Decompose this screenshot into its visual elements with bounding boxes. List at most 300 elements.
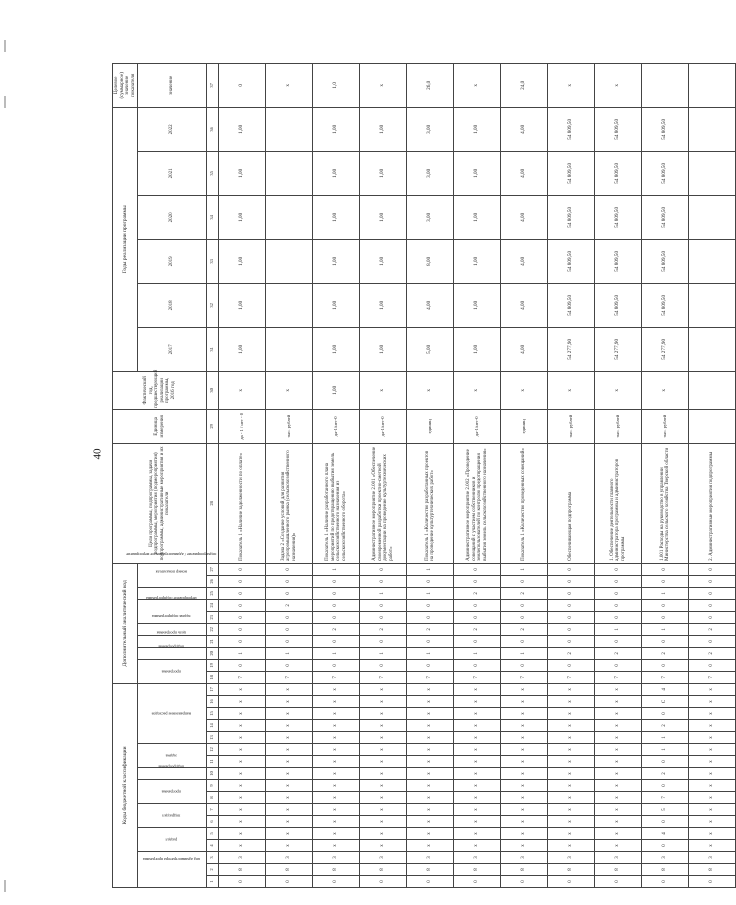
column-number: 28 [207,443,219,563]
column-number: 29 [207,409,219,443]
column-number: 7 [207,804,219,816]
code-cell: х [407,780,454,792]
column-number: 21 [207,635,219,647]
column-number-row [207,63,219,887]
table-row [313,63,360,887]
code-cell: х [266,744,313,756]
code-cell: 0 [548,575,595,587]
header-task2: задача подпрограммы [138,623,207,635]
code-cell: 5 [642,804,689,816]
code-cell: х [548,732,595,744]
header-year: 2018 [138,283,207,327]
year-value-cell: 3,00 [407,151,454,195]
code-cell: х [454,756,501,768]
year-value-cell: 54 277,90 [548,327,595,371]
header-year: 2017 [138,327,207,371]
column-number: 26 [207,575,219,587]
code-cell: 2 [501,587,548,599]
code-cell: х [689,732,736,744]
header-submeasure: подмероприятие / административное мероприятие [138,587,207,599]
code-cell: х [313,720,360,732]
description-cell: Задача 2 «Создание условий для развития агропромышленного рынка (сельскохозяйственного назначения)» [266,443,313,563]
code-cell: 3 [595,852,642,864]
code-cell: х [360,816,407,828]
code-cell: 0 [595,876,642,888]
code-cell: х [360,792,407,804]
year-value-cell: 1,00 [219,107,266,151]
code-cell: х [689,840,736,852]
column-number: 32 [207,283,219,327]
code-cell: 0 [548,659,595,671]
column-number: 19 [207,659,219,671]
code-cell: 0 [642,840,689,852]
header-measure: мероприятие подпрограммы [138,599,207,623]
code-cell: 0 [407,611,454,623]
column-number: 17 [207,683,219,695]
code-cell: 0 [454,599,501,611]
table-row [266,63,313,887]
column-number: 30 [207,371,219,409]
code-cell: 1 [642,587,689,599]
fact-cell: х [407,371,454,409]
code-cell: х [454,708,501,720]
column-number: 1 [207,876,219,888]
header-podrazdel: подраздел [138,804,207,828]
code-cell: 0 [454,611,501,623]
fact-cell: х [642,371,689,409]
year-value-cell: 4,00 [501,327,548,371]
code-cell: х [454,683,501,695]
code-cell: х [266,732,313,744]
header-years: Годы реализации программы [113,107,138,371]
code-cell: х [689,828,736,840]
code-cell: х [360,840,407,852]
code-cell: 0 [642,816,689,828]
code-cell: 0 [548,623,595,635]
header-podprogram2: подпрограмма [138,647,207,659]
code-cell: х [454,828,501,840]
year-value-cell: 8,00 [407,239,454,283]
code-cell: 0 [266,611,313,623]
code-cell: х [407,792,454,804]
code-cell: х [266,683,313,695]
code-cell: 0 [689,611,736,623]
code-cell: 3 [501,852,548,864]
description-cell: 2. Административные мероприятия подпрограммы [689,443,736,563]
code-cell: х [266,756,313,768]
code-cell: 0 [266,623,313,635]
code-cell: 8 [548,864,595,876]
fact-cell: х [219,371,266,409]
final-value-cell: 1,0 [313,63,360,107]
code-cell: х [266,792,313,804]
description-cell: Административное мероприятие 2.001 «Обеспечение своевременной разработки проектно-сметной документации на проведение культуртехнических работ» [360,443,407,563]
unit-cell: единиц [407,409,454,443]
code-cell: 2 [360,623,407,635]
code-cell: х [689,816,736,828]
code-cell: х [360,708,407,720]
code-cell: х [595,732,642,744]
code-cell: 0 [454,635,501,647]
code-cell: 0 [219,599,266,611]
column-number: 11 [207,756,219,768]
year-value-cell: 1,00 [360,195,407,239]
table-row [501,63,548,887]
scan-mark [4,96,6,108]
code-cell: х [595,768,642,780]
code-cell: 0 [360,563,407,575]
final-value-cell: 26,0 [407,63,454,107]
code-cell: 0 [548,635,595,647]
code-cell: 7 [219,671,266,683]
code-cell: х [407,683,454,695]
code-cell: 0 [501,575,548,587]
code-cell: 0 [360,635,407,647]
year-value-cell [266,195,313,239]
code-cell: х [454,744,501,756]
final-value-cell: х [548,63,595,107]
unit-cell [689,409,736,443]
year-value-cell: 1,00 [454,195,501,239]
code-cell: х [454,792,501,804]
code-cell: 0 [219,623,266,635]
code-cell: х [266,696,313,708]
code-cell: 0 [266,587,313,599]
code-cell: х [407,804,454,816]
code-cell: х [313,804,360,816]
header-unit: Единица измерения [113,409,207,443]
code-cell: х [313,780,360,792]
column-number: 31 [207,327,219,371]
header-program2: программа [138,659,207,683]
code-cell: 2 [454,623,501,635]
table-row [689,63,736,887]
fact-cell: х [454,371,501,409]
code-cell: 8 [360,864,407,876]
code-cell: х [501,840,548,852]
code-cell: 0 [689,587,736,599]
column-number: 14 [207,720,219,732]
year-value-cell: 1,00 [360,107,407,151]
code-cell: 0 [219,575,266,587]
code-cell: х [407,708,454,720]
code-cell: 0 [642,780,689,792]
code-cell: 0 [407,635,454,647]
header-direction: направление расходов [138,683,207,743]
code-cell: х [266,828,313,840]
code-cell: х [219,780,266,792]
code-cell: 0 [642,708,689,720]
code-cell: 3 [454,852,501,864]
final-value-cell: х [266,63,313,107]
code-cell: х [219,732,266,744]
year-value-cell: 4,00 [501,151,548,195]
column-number: 4 [207,840,219,852]
code-cell: 7 [266,671,313,683]
code-cell: 2 [642,647,689,659]
code-cell: х [501,696,548,708]
description-cell: Показатель 1 «Наличие задолженности по оплате» [219,443,266,563]
code-cell: 0 [219,635,266,647]
year-value-cell: 54 809,50 [548,239,595,283]
code-cell: х [689,768,736,780]
code-cell: 0 [266,563,313,575]
code-cell: х [219,840,266,852]
code-cell: 3 [407,852,454,864]
table-row [595,63,642,887]
code-cell: х [454,780,501,792]
year-value-cell: 1,00 [313,151,360,195]
year-value-cell: 1,00 [360,239,407,283]
code-cell: х [407,816,454,828]
code-cell: х [689,720,736,732]
code-cell: х [219,828,266,840]
year-value-cell: 1,00 [219,327,266,371]
year-value-cell [266,239,313,283]
code-cell: 1 [642,623,689,635]
year-value-cell: 4,00 [501,195,548,239]
code-cell: 0 [360,611,407,623]
code-cell: х [219,744,266,756]
year-value-cell: 54 809,50 [642,239,689,283]
code-cell: х [266,840,313,852]
code-cell: х [360,683,407,695]
code-cell: 0 [407,599,454,611]
code-cell: 0 [454,575,501,587]
code-cell: 8 [501,864,548,876]
unit-cell: да-1/нет-0 [454,409,501,443]
header-indicator: номер показателя [138,563,207,587]
code-cell: х [501,804,548,816]
year-value-cell: 5,00 [407,327,454,371]
code-cell: х [689,756,736,768]
code-cell: х [219,720,266,732]
year-value-cell [689,327,736,371]
code-cell: х [407,720,454,732]
code-cell: х [219,792,266,804]
column-number: 8 [207,792,219,804]
year-value-cell [689,195,736,239]
code-cell: 2 [501,623,548,635]
code-cell: 1 [219,647,266,659]
code-cell: 0 [595,635,642,647]
code-cell: 0 [501,635,548,647]
code-cell: х [548,828,595,840]
code-cell: х [313,708,360,720]
code-cell: 0 [689,635,736,647]
code-cell: х [595,756,642,768]
column-number: 25 [207,587,219,599]
header-final: Целевое (суммарное) значение показателя [113,63,138,107]
year-value-cell: 54 809,50 [595,195,642,239]
code-cell: х [689,708,736,720]
code-cell: х [548,768,595,780]
code-cell: х [407,828,454,840]
column-number: 13 [207,732,219,744]
code-cell: 0 [313,635,360,647]
code-cell: х [548,792,595,804]
code-cell: 0 [266,876,313,888]
code-cell: х [548,840,595,852]
code-cell: 1 [360,587,407,599]
year-value-cell: 1,00 [219,239,266,283]
column-number: 5 [207,828,219,840]
code-cell: х [689,792,736,804]
description-cell: Показатель 1 «Наличие разработанного плана мероприятий по предотвращению выбытия земель сельскохозяйственного назначения из сельскохозяйственного оборота» [313,443,360,563]
scan-mark [4,40,6,52]
code-cell: х [501,683,548,695]
code-cell: х [454,720,501,732]
scan-mark [4,880,6,892]
code-cell: 0 [219,587,266,599]
code-cell: 0 [642,659,689,671]
code-cell: х [454,732,501,744]
description-cell: Показатель 1 «Количество разработанных проектов на проведение культуртехнических работ» [407,443,454,563]
unit-cell: да-1/нет-0 [313,409,360,443]
code-cell: 8 [689,864,736,876]
year-value-cell: 1,00 [219,195,266,239]
code-cell: х [219,756,266,768]
code-cell: 8 [454,864,501,876]
code-cell: х [219,683,266,695]
header-year: 2022 [138,107,207,151]
code-cell: х [219,804,266,816]
table-row [642,63,689,887]
code-cell: х [360,756,407,768]
code-cell: 7 [689,671,736,683]
code-cell: 0 [642,611,689,623]
code-cell: х [689,744,736,756]
header-goal-code: цель программы [138,635,207,647]
code-cell: 8 [219,864,266,876]
header-year: 2020 [138,195,207,239]
header-program: программа [138,780,207,804]
code-cell: 0 [360,599,407,611]
code-cell: 1 [407,587,454,599]
code-cell: 0 [595,563,642,575]
code-cell: С [642,696,689,708]
code-cell: х [407,840,454,852]
column-number: 37 [207,63,219,107]
code-cell: х [266,720,313,732]
code-cell: х [313,792,360,804]
code-cell: 0 [360,659,407,671]
code-cell: 0 [642,599,689,611]
code-cell: 0 [642,756,689,768]
code-cell: х [219,768,266,780]
code-cell: х [313,732,360,744]
code-cell: 3 [548,852,595,864]
code-cell: х [501,792,548,804]
year-value-cell: 54 809,50 [595,107,642,151]
column-number: 9 [207,780,219,792]
code-cell: 1 [501,647,548,659]
code-cell: х [548,696,595,708]
code-cell: х [501,816,548,828]
code-cell: 0 [454,876,501,888]
code-cell: 0 [595,587,642,599]
code-cell: х [501,756,548,768]
rotated-table-area [112,72,715,888]
header-task: задача [138,744,207,768]
year-value-cell: 1,00 [313,327,360,371]
code-cell: х [266,816,313,828]
year-value-cell: 1,00 [454,283,501,327]
code-cell: 0 [407,575,454,587]
code-cell: 7 [595,671,642,683]
column-number: 6 [207,816,219,828]
year-value-cell: 4,00 [501,239,548,283]
code-cell: 0 [689,575,736,587]
year-value-cell: 1,00 [219,151,266,195]
code-cell: 2 [313,623,360,635]
code-cell: х [219,696,266,708]
year-value-cell: 54 809,50 [642,151,689,195]
code-cell: 8 [595,864,642,876]
code-cell: 2 [642,768,689,780]
code-cell: х [548,780,595,792]
column-number: 24 [207,599,219,611]
code-cell: х [266,780,313,792]
code-cell: х [360,804,407,816]
code-cell: 3 [266,852,313,864]
fact-cell: х [266,371,313,409]
code-cell: 4 [642,683,689,695]
code-cell: х [501,768,548,780]
code-cell: 0 [689,599,736,611]
year-value-cell [689,283,736,327]
code-cell: х [501,720,548,732]
header-doc-code: Дополнительный аналитический код [113,563,138,683]
rotated-table [112,72,715,888]
code-cell: х [407,744,454,756]
code-cell: х [548,720,595,732]
code-cell: х [595,780,642,792]
description-cell: 1.001 Расходы на руководство в управлении Министерства сельского хозяйства Тверской области [642,443,689,563]
code-cell: х [595,828,642,840]
code-cell: 1 [501,563,548,575]
code-cell: 1 [407,647,454,659]
code-cell: х [595,683,642,695]
year-value-cell: 4,00 [501,107,548,151]
year-value-cell [689,239,736,283]
description-cell: Обеспечивающая подпрограмма [548,443,595,563]
unit-cell: тыс. рублей [548,409,595,443]
column-number: 10 [207,768,219,780]
column-number: 34 [207,195,219,239]
code-cell: 0 [501,876,548,888]
code-cell: х [360,780,407,792]
code-cell: х [313,840,360,852]
year-value-cell: 1,00 [313,195,360,239]
code-cell: х [548,744,595,756]
code-cell: 1 [407,563,454,575]
code-cell: 1 [360,647,407,659]
code-cell: 1 [595,623,642,635]
code-cell: х [548,683,595,695]
year-value-cell: 1,00 [313,107,360,151]
description-cell: 1. Обеспечение деятельности главного администратора программы и администраторов программы [595,443,642,563]
final-value-cell: х [595,63,642,107]
table-row [548,63,595,887]
code-cell: 0 [360,876,407,888]
final-value-cell [689,63,736,107]
code-cell: 0 [407,876,454,888]
code-cell: 1 [642,732,689,744]
fact-cell: 1,00 [313,371,360,409]
code-cell: х [454,768,501,780]
code-cell: 0 [313,876,360,888]
